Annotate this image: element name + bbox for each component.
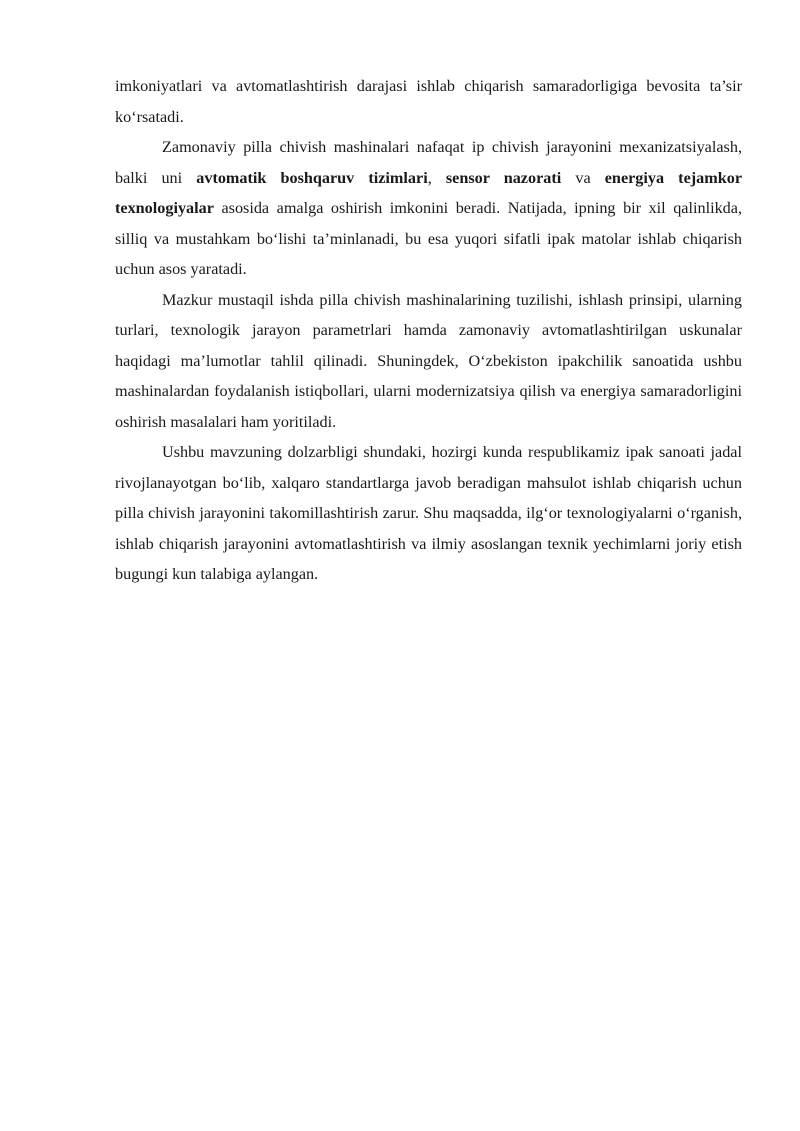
text-run: Zamonaviy pilla chivish mashinalari nafaqat ip chivish jarayonini mexanizatsiyalash, balki uni [115, 138, 742, 187]
bold-term-automatic-control: avtomatik boshqaruv tizimlari [196, 168, 428, 187]
paragraph-1 [115, 71, 742, 132]
text-run: Ushbu mavzuning dolzarbligi shundaki, hozirgi kunda respublikamiz ipak sanoati jadal rivojlanayotgan bo‘lib, xalqaro standartlarga javob beradigan mahsulot ishlab chiqarish uchun pilla chivish jarayonini takomillashtirish zarur. Shu maqsadda, ilg‘or texnologiyalarni o‘rganish, ishlab chiqarish jarayonini avtomatlashtirish va ilmiy asoslangan texnik yechimlarni joriy etish bugungi kun talabiga aylangan. [115, 443, 742, 583]
document-body [115, 71, 742, 590]
text-run: asosida amalga oshirish imkonini beradi. Natijada, ipning bir xil qalinlikda, silliq va mustahkam bo‘lishi ta’minlanadi, bu esa yuqori sifatli ipak matolar ishlab chiqarish uchun asos yaratadi. [115, 199, 742, 278]
paragraph-2 [115, 132, 742, 285]
text-run: imkoniyatlari va avtomatlashtirish darajasi ishlab chiqarish samaradorligiga bevosita ta’sir ko‘rsatadi. [115, 77, 742, 126]
text-run: Mazkur mustaqil ishda pilla chivish mashinalarining tuzilishi, ishlash prinsipi, ularning turlari, texnologik jarayon parametrlari hamda zamonaviy avtomatlashtirilgan uskunalar haqidagi ma’lumotlar tahlil qilinadi. Shuningdek, O‘zbekiston ipakchilik sanoatida ushbu mashinalardan foydalanish istiqbollari, ularni modernizatsiya qilish va energiya samaradorligini oshirish masalalari ham yoritiladi. [115, 290, 742, 431]
text-run: , [427, 168, 446, 187]
paragraph-4 [115, 437, 742, 590]
bold-term-sensor-control: sensor nazorati [445, 168, 562, 187]
bold-term-energy-saving: energiya tejamkor texnologiyalar [115, 168, 743, 217]
text-run: va [561, 168, 605, 187]
paragraph-3 [115, 285, 742, 438]
